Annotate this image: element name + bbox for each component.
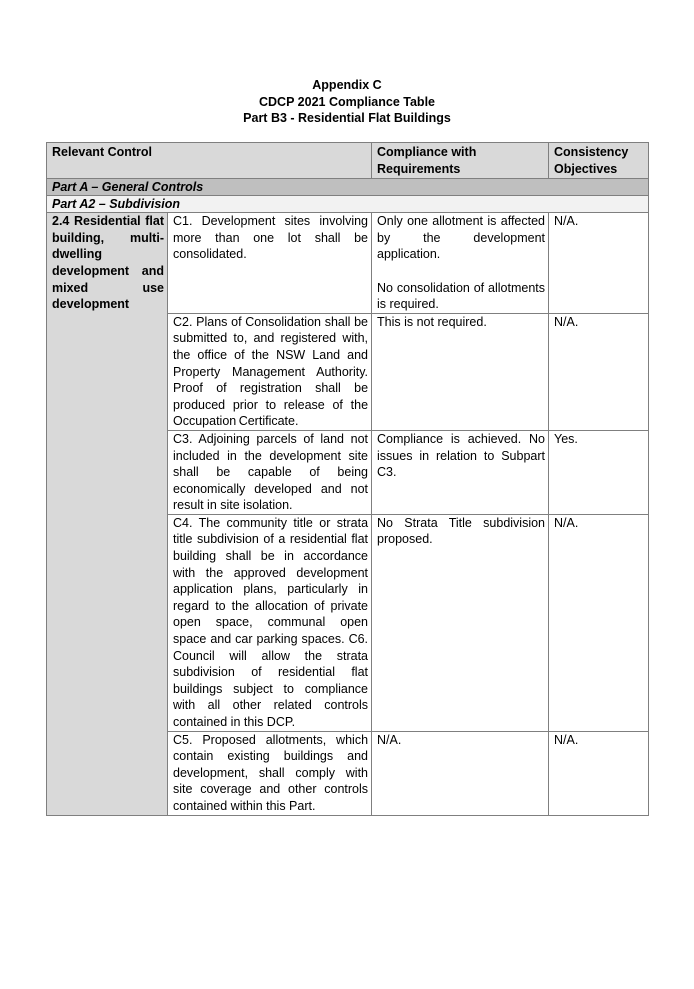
table-header-row xyxy=(47,143,649,179)
control-cell: C2. Plans of Consolidation shall be submitted to, and registered with, the office of the NSW Land and Property Management Authority. Proof of registration shall be produced prior to release of the Occupation Certificate. xyxy=(168,313,372,430)
consistency-cell: Yes. xyxy=(549,430,649,514)
header-relevant-control: Relevant Control xyxy=(47,143,372,179)
consistency-cell: N/A. xyxy=(549,213,649,314)
compliance-cell: Compliance is achieved. No issues in relation to Subpart C3. xyxy=(372,430,549,514)
control-cell: C3. Adjoining parcels of land not included in the development site shall be capable of being economically developed and not result in site isolation. xyxy=(168,430,372,514)
control-cell: C1. Development sites involving more than one lot shall be consolidated. xyxy=(168,213,372,314)
section-label: 2.4 Residential flat building, multi-dwelling development and mixed use development xyxy=(47,213,168,815)
compliance-cell: Only one allotment is affected by the development application. No consolidation of allotments is required. xyxy=(372,213,549,314)
compliance-table xyxy=(46,142,649,816)
control-cell: C4. The community title or strata title subdivision of a residential flat building shall be in accordance with the approved development application plans, particularly in regard to the allocation of private open space, communal open space and car parking spaces. C6. Council will allow the strata subdivision of residential flat buildings subject to compliance with all other related controls contained in this DCP. xyxy=(168,514,372,731)
table-row xyxy=(47,213,649,314)
header-compliance: Compliance with Requirements xyxy=(372,143,549,179)
compliance-cell: No Strata Title subdivision proposed. xyxy=(372,514,549,731)
part-a2-heading: Part A2 – Subdivision xyxy=(47,196,649,213)
header-consistency: Consistency Objectives xyxy=(549,143,649,179)
part-a-heading: Part A – General Controls xyxy=(47,179,649,196)
compliance-cell: N/A. xyxy=(372,731,549,815)
subpart-row xyxy=(47,196,649,213)
document-title: CDCP 2021 Compliance Table xyxy=(259,94,435,109)
part-title: Part B3 - Residential Flat Buildings xyxy=(243,111,451,125)
consistency-cell: N/A. xyxy=(549,313,649,430)
document-heading xyxy=(0,77,694,127)
consistency-cell: N/A. xyxy=(549,731,649,815)
control-cell: C5. Proposed allotments, which contain existing buildings and development, shall comply with site coverage and other controls contained within this Part. xyxy=(168,731,372,815)
appendix-title: Appendix C xyxy=(312,78,382,92)
part-row xyxy=(47,179,649,196)
consistency-cell: N/A. xyxy=(549,514,649,731)
compliance-cell: This is not required. xyxy=(372,313,549,430)
